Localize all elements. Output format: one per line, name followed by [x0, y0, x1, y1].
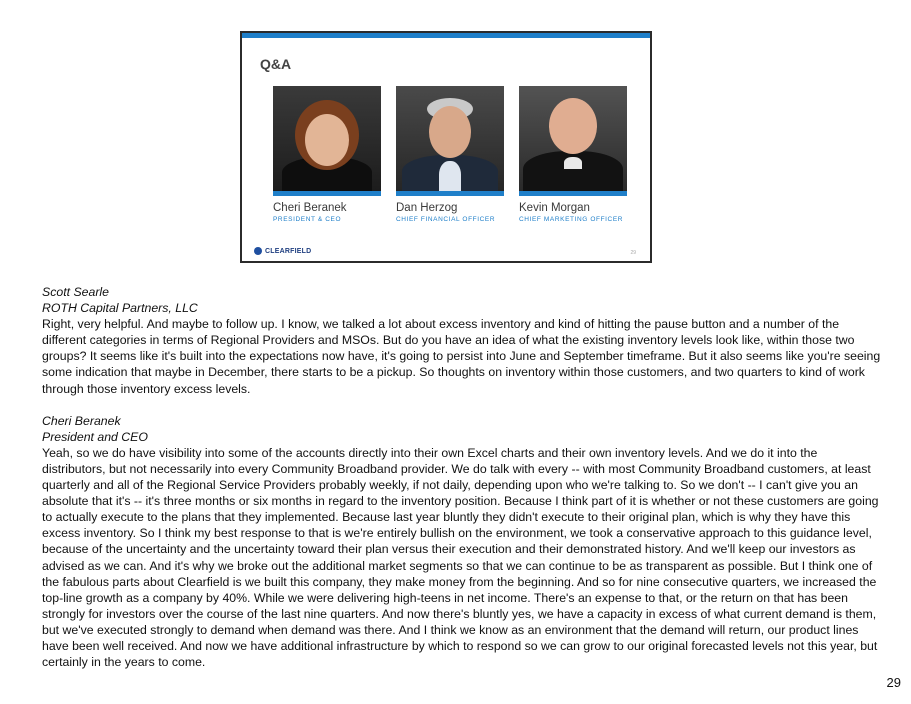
logo-icon [254, 247, 262, 255]
transcript-paragraph: Right, very helpful. And maybe to follow up. I know, we talked a lot about excess inventory and kind of hitting the pause button and a number of the different categories in terms of Regional Providers and MSOs. But do you have an idea of what the existing inventory levels look like, within those two groups? It seems like it's built into the expectations now have, it's going to persist into June and September timeframe. But it also seems like you're seeing some indication that maybe in December, there starts to be a pickup. So thoughts on inventory within those customers, and two quarters to kind of work through those inventory excess levels. [42, 317, 881, 396]
clearfield-logo [254, 247, 311, 255]
person-card-cheri-beranek [273, 86, 381, 223]
transcript [42, 284, 882, 670]
headshot-photo [519, 86, 627, 196]
person-card-kevin-morgan [519, 86, 627, 223]
headshot-photo [396, 86, 504, 196]
logo-text: CLEARFIELD [265, 247, 312, 255]
person-name: Kevin Morgan [519, 202, 590, 214]
person-name: Dan Herzog [396, 202, 458, 214]
person-role: PRESIDENT & CEO [273, 216, 342, 223]
speaker-affiliation: President and CEO [42, 429, 148, 444]
qa-slide-image [240, 31, 652, 263]
person-role: CHIEF FINANCIAL OFFICER [396, 216, 496, 223]
transcript-paragraph: Yeah, so we do have visibility into some of the accounts directly into their own Excel charts and their own inventory levels. And we do it into the distributors, but not necessarily into every Community Broadband provider. We do talk with every -- with most Community Broadband customers, at least quarterly and all of the Regional Service Providers probably weekly, if not daily, depending upon who we're talking to. So we don't -- I can't give you an absolute that it's -- it's three months or six months in regard to the inventory position. Because I think part of it is whether or not these customers are going to actually execute to the plans that they implemented. Because last year bluntly they didn't execute to their original plan, which is why they have this excess inventory. So I think my best response to that is we're entirely bullish on the environment, we took a conservative approach to this guidance level, because of the uncertainty and the uncertainty toward their plan versus their execution and their demonstrated history. And we'll keep our investors as advised as we can. And it's why we broke out the additional market segments so that we can continue to be as transparent as possible. But I think one of the fabulous parts about Clearfield is we built this company, they make money from the beginning. And so for nine consecutive quarters, we increased the top-line growth as a company by 40%. While we were delivering high-teens in net income. There's an expense to that, or the return on that has been strongly for investors over the course of the last nine quarters. And now there's bluntly yes, we have a capacity in excess of what current demand is them, but we've executed strongly to demand when demand was there. And I think we know as an environment that the demand will return, our product lines have been well received. And now we have additional infrastructure by which to respond so we can grow to our original forecasted levels not this year, but certainly in the years to come. [42, 445, 879, 670]
speaker-affiliation: ROTH Capital Partners, LLC [42, 301, 198, 316]
headshot-photo [273, 86, 381, 196]
slide-title: Q&A [260, 56, 292, 72]
person-role: CHIEF MARKETING OFFICER [519, 216, 624, 223]
speaker-name: Cheri Beranek [42, 413, 121, 428]
person-name: Cheri Beranek [273, 202, 347, 214]
person-card-dan-herzog [396, 86, 504, 223]
speaker-name: Scott Searle [42, 285, 109, 299]
page-number: 29 [886, 675, 901, 690]
slide-number: 29 [630, 250, 636, 256]
